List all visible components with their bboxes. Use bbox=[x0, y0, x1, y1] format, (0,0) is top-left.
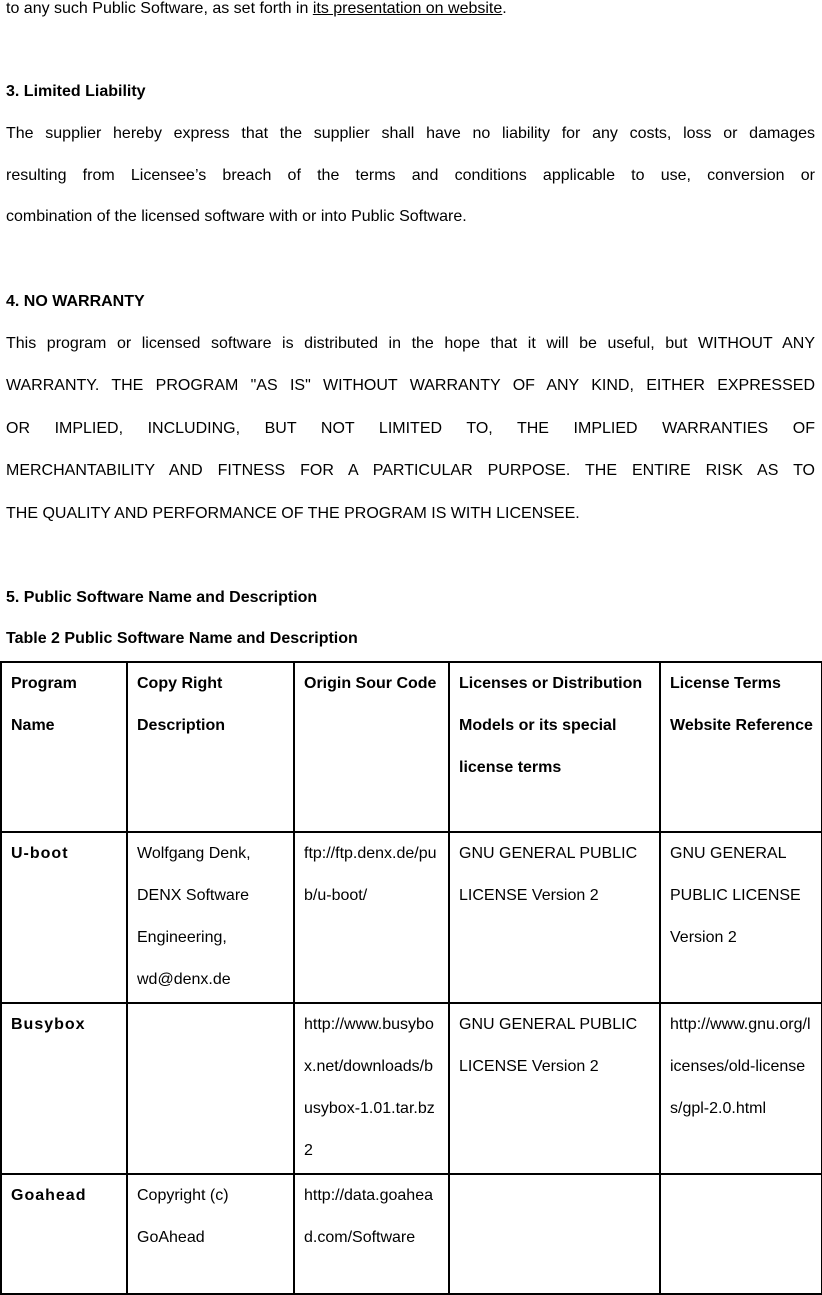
cell-website: http://www.gnu.org/licenses/old-licenses/gpl-2.0.html bbox=[660, 1003, 822, 1174]
cell-website bbox=[660, 1174, 822, 1294]
table-row bbox=[1, 1174, 822, 1294]
cell-origin: ftp://ftp.denx.de/pub/u-boot/ bbox=[294, 832, 449, 1003]
section4-line-2: WARRANTY. THE PROGRAM "AS IS" WITHOUT WARRANTY OF ANY KIND, EITHER EXPRESSED bbox=[6, 377, 815, 394]
section3-line-3: combination of the licensed software with or into Public Software. bbox=[6, 208, 467, 225]
header-website-reference: License Terms Website Reference bbox=[660, 662, 822, 832]
section3-heading: 3. Limited Liability bbox=[6, 83, 146, 100]
cell-license: GNU GENERAL PUBLIC LICENSE Version 2 bbox=[449, 832, 660, 1003]
cell-license bbox=[449, 1174, 660, 1294]
table-row bbox=[1, 832, 822, 1003]
section4-line-3: OR IMPLIED, INCLUDING, BUT NOT LIMITED TO, THE IMPLIED WARRANTIES OF bbox=[6, 420, 815, 437]
intro-line bbox=[6, 0, 815, 18]
section5-heading: 5. Public Software Name and Description bbox=[6, 589, 318, 606]
section4-line-4: MERCHANTABILITY AND FITNESS FOR A PARTICULAR PURPOSE. THE ENTIRE RISK AS TO bbox=[6, 462, 815, 479]
section4-line-1: This program or licensed software is distributed in the hope that it will be useful, but WITHOUT ANY bbox=[6, 335, 815, 352]
intro-suffix: . bbox=[502, 0, 507, 17]
cell-copyright: Wolfgang Denk, DENX Software Engineering, wd@denx.de bbox=[127, 832, 294, 1003]
presentation-link[interactable]: its presentation on website bbox=[312, 0, 503, 17]
section4-line-5: THE QUALITY AND PERFORMANCE OF THE PROGRAM IS WITH LICENSEE. bbox=[6, 505, 580, 522]
section3-line-1: The supplier hereby express that the supplier shall have no liability for any costs, loss or damages bbox=[6, 125, 815, 142]
cell-origin: http://data.goahead.com/Software bbox=[294, 1174, 449, 1294]
cell-copyright: Copyright (c) GoAhead bbox=[127, 1174, 294, 1294]
cell-origin: http://www.busybox.net/downloads/busybox-1.01.tar.bz2 bbox=[294, 1003, 449, 1174]
header-copyright-description: Copy Right Description bbox=[127, 662, 294, 832]
cell-copyright bbox=[127, 1003, 294, 1174]
cell-program: Busybox bbox=[1, 1003, 127, 1174]
header-licenses: Licenses or Distribution Models or its special license terms bbox=[449, 662, 660, 832]
intro-prefix: to any such Public Software, as set forth in bbox=[6, 0, 313, 17]
section4-heading: 4. NO WARRANTY bbox=[6, 293, 145, 310]
table-caption: Table 2 Public Software Name and Description bbox=[6, 630, 358, 647]
table-row bbox=[1, 1003, 822, 1174]
cell-program: Goahead bbox=[1, 1174, 127, 1294]
cell-website: GNU GENERAL PUBLIC LICENSE Version 2 bbox=[660, 832, 822, 1003]
header-origin-source-code: Origin Sour Code bbox=[294, 662, 449, 832]
header-program-name: Program Name bbox=[1, 662, 127, 832]
cell-license: GNU GENERAL PUBLIC LICENSE Version 2 bbox=[449, 1003, 660, 1174]
cell-program: U-boot bbox=[1, 832, 127, 1003]
table-header-row bbox=[1, 662, 822, 832]
section3-line-2: resulting from Licensee’s breach of the terms and conditions applicable to use, conversion or bbox=[6, 167, 815, 184]
public-software-table bbox=[0, 661, 822, 1295]
